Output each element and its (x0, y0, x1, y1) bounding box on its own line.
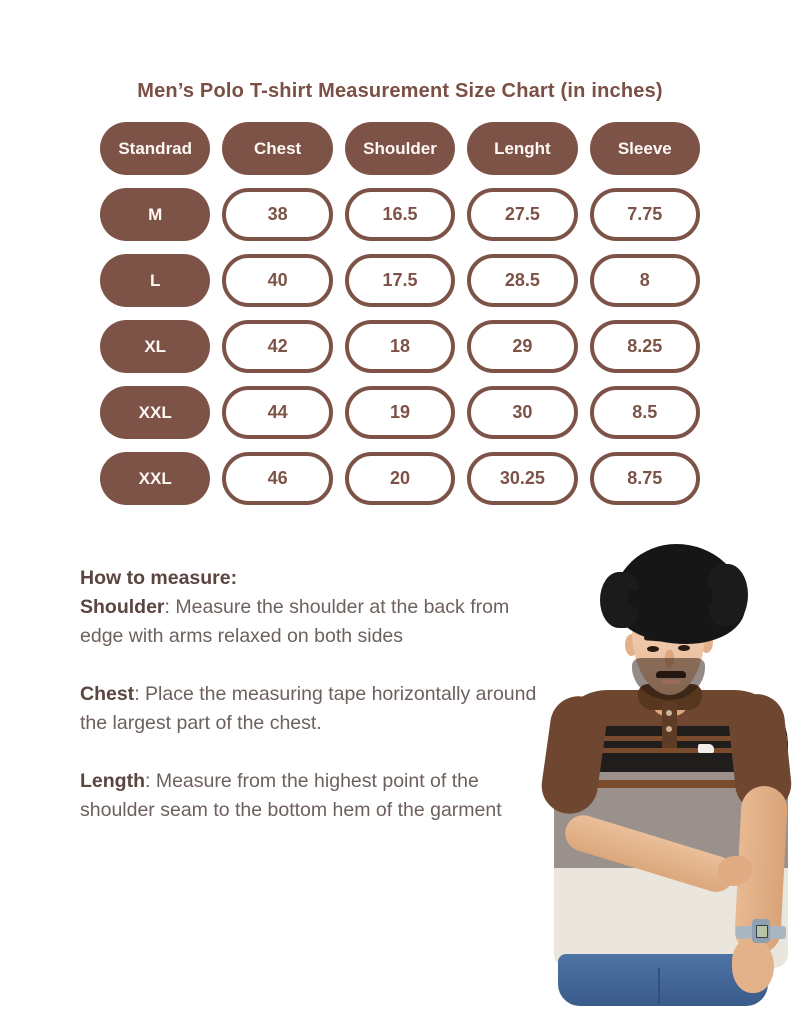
model-mouth (662, 680, 680, 684)
length-value-pill: 29 (467, 320, 577, 373)
chest-value-pill: 44 (222, 386, 332, 439)
model-polo-placket (662, 702, 677, 748)
column-header-shoulder: Shoulder (345, 122, 455, 175)
length-value-pill: 27.5 (467, 188, 577, 241)
shoulder-value-pill: 16.5 (345, 188, 455, 241)
sleeve-value-pill: 8.5 (590, 386, 700, 439)
measure-term-length: Length (80, 770, 145, 792)
how-to-measure-heading: How to measure: (80, 567, 238, 589)
length-value-pill: 30.25 (467, 452, 577, 505)
measure-term-chest: Chest (80, 683, 135, 705)
size-label-pill: XXL (100, 452, 210, 505)
chest-value-pill: 46 (222, 452, 332, 505)
measure-instruction-shoulder (80, 593, 552, 651)
column-header-length: Lenght (467, 122, 577, 175)
page-title: Men’s Polo T-shirt Measurement Size Chart (in inches) (137, 80, 663, 102)
column-header-chest: Chest (222, 122, 332, 175)
jeans-seam (658, 968, 660, 1004)
size-label-pill: XXL (100, 386, 210, 439)
measure-instruction-chest (80, 680, 552, 738)
measure-desc-chest: : Place the measuring tape horizontally around the largest part of the chest. (80, 683, 537, 734)
sleeve-value-pill: 8.25 (590, 320, 700, 373)
sleeve-value-pill: 7.75 (590, 188, 700, 241)
model-photo (540, 538, 800, 1006)
chest-value-pill: 42 (222, 320, 332, 373)
shoulder-value-pill: 18 (345, 320, 455, 373)
column-header-standard: Standrad (100, 122, 210, 175)
measure-desc-shoulder: : Measure the shoulder at the back from edge with arms relaxed on both sides (80, 596, 510, 647)
column-header-sleeve: Sleeve (590, 122, 700, 175)
length-value-pill: 28.5 (467, 254, 577, 307)
size-label-pill: M (100, 188, 210, 241)
shoulder-value-pill: 20 (345, 452, 455, 505)
chest-value-pill: 38 (222, 188, 332, 241)
model-hair-tuft (708, 564, 748, 626)
size-label-pill: L (100, 254, 210, 307)
sleeve-value-pill: 8.75 (590, 452, 700, 505)
wristwatch-screen (756, 925, 768, 938)
polo-chest-logo (698, 744, 714, 753)
model-eye-right (678, 645, 690, 651)
measure-desc-length: : Measure from the highest point of the shoulder seam to the bottom hem of the garment (80, 770, 502, 821)
chest-value-pill: 40 (222, 254, 332, 307)
polo-button (666, 710, 672, 716)
model-hand-lower (732, 938, 774, 993)
size-label-pill: XL (100, 320, 210, 373)
model-mustache (656, 671, 686, 678)
size-table (100, 122, 700, 505)
shoulder-value-pill: 17.5 (345, 254, 455, 307)
wristwatch-face (752, 919, 770, 943)
shoulder-value-pill: 19 (345, 386, 455, 439)
model-eye-left (647, 646, 659, 652)
polo-button (666, 726, 672, 732)
length-value-pill: 30 (467, 386, 577, 439)
sleeve-value-pill: 8 (590, 254, 700, 307)
measure-instruction-length (80, 767, 552, 825)
measure-term-shoulder: Shoulder (80, 596, 165, 618)
how-to-measure-section (80, 564, 552, 825)
